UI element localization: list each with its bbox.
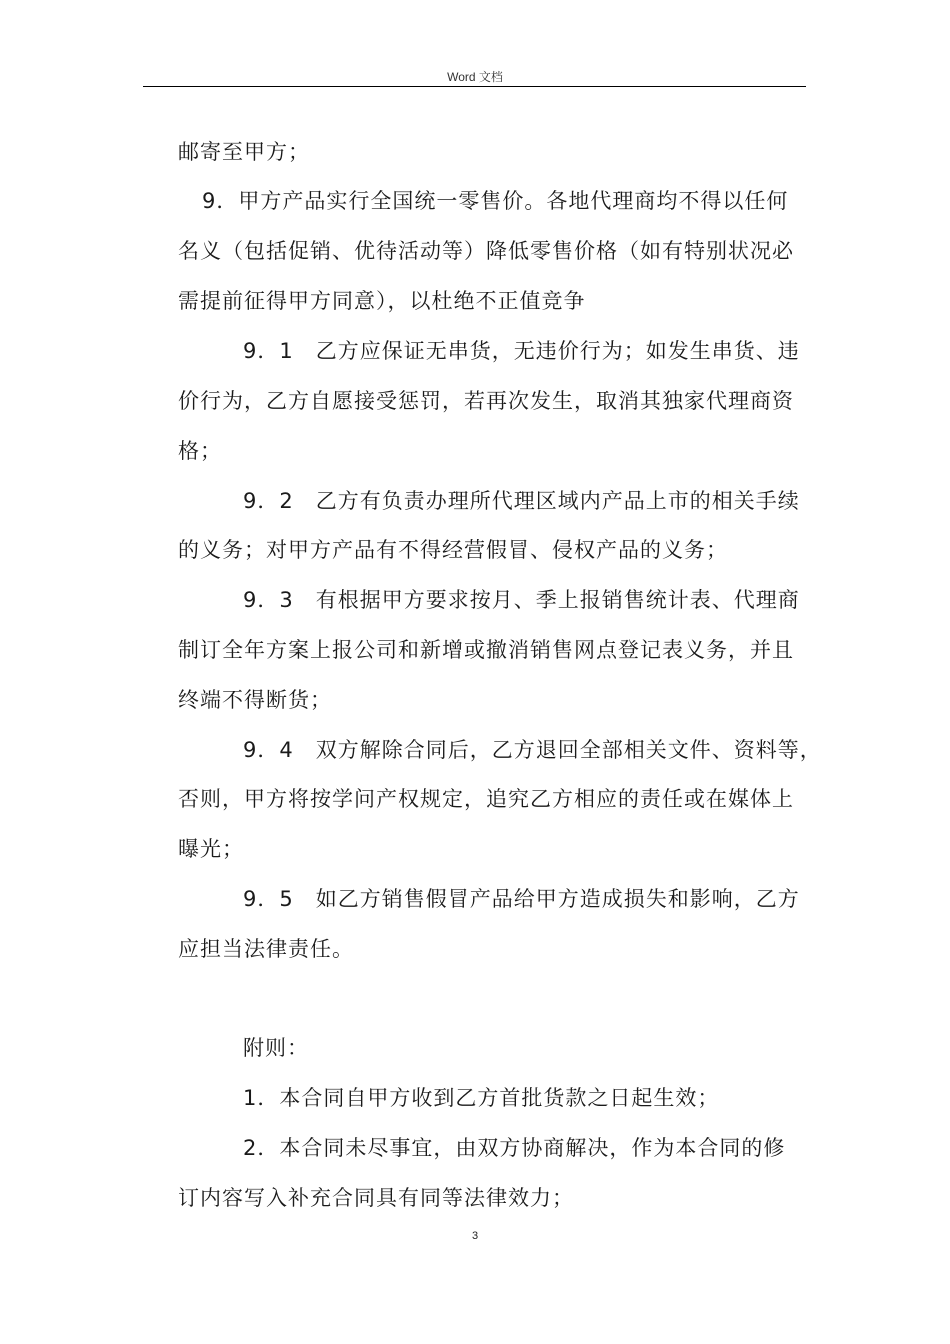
page-number: 3 bbox=[471, 1230, 479, 1242]
page-header-title: Word 文档 bbox=[447, 70, 503, 84]
text-line: 应担当法律责任。 bbox=[178, 937, 354, 961]
text-line: 1．本合同自甲方收到乙方首批货款之日起生效； bbox=[243, 1086, 720, 1110]
text-line: 附则： bbox=[243, 1036, 309, 1060]
text-line: 曝光； bbox=[178, 837, 244, 861]
text-line: 9．3 有根据甲方要求按月、季上报销售统计表、代理商 bbox=[243, 588, 800, 612]
text-line: 订内容写入补充合同具有同等法律效力； bbox=[178, 1186, 574, 1210]
text-line: 9．甲方产品实行全国统一零售价。各地代理商均不得以任何 bbox=[202, 189, 789, 213]
text-line: 9．5 如乙方销售假冒产品给甲方造成损失和影响，乙方 bbox=[243, 887, 800, 911]
text-line: 2．本合同未尽事宜，由双方协商解决，作为本合同的修 bbox=[243, 1136, 786, 1160]
text-line: 制订全年方案上报公司和新增或撤消销售网点登记表义务，并且 bbox=[178, 638, 794, 662]
text-line: 邮寄至甲方； bbox=[178, 140, 310, 164]
text-line: 9．4 双方解除合同后，乙方退回全部相关文件、资料等， bbox=[243, 738, 822, 762]
text-line: 9．1 乙方应保证无串货，无违价行为；如发生串货、违 bbox=[243, 339, 800, 363]
text-line: 终端不得断货； bbox=[178, 688, 332, 712]
text-line: 否则，甲方将按学问产权规定，追究乙方相应的责任或在媒体上 bbox=[178, 787, 794, 811]
text-line: 价行为，乙方自愿接受惩罚，若再次发生，取消其独家代理商资 bbox=[178, 389, 794, 413]
text-line: 9．2 乙方有负责办理所代理区域内产品上市的相关手续 bbox=[243, 489, 800, 513]
text-line: 需提前征得甲方同意），以杜绝不正值竞争 bbox=[178, 289, 586, 313]
header-divider bbox=[143, 86, 806, 87]
text-line: 的义务；对甲方产品有不得经营假冒、侵权产品的义务； bbox=[178, 538, 728, 562]
text-line: 格； bbox=[178, 439, 222, 463]
text-line: 名义（包括促销、优待活动等）降低零售价格（如有特别状况必 bbox=[178, 239, 794, 263]
